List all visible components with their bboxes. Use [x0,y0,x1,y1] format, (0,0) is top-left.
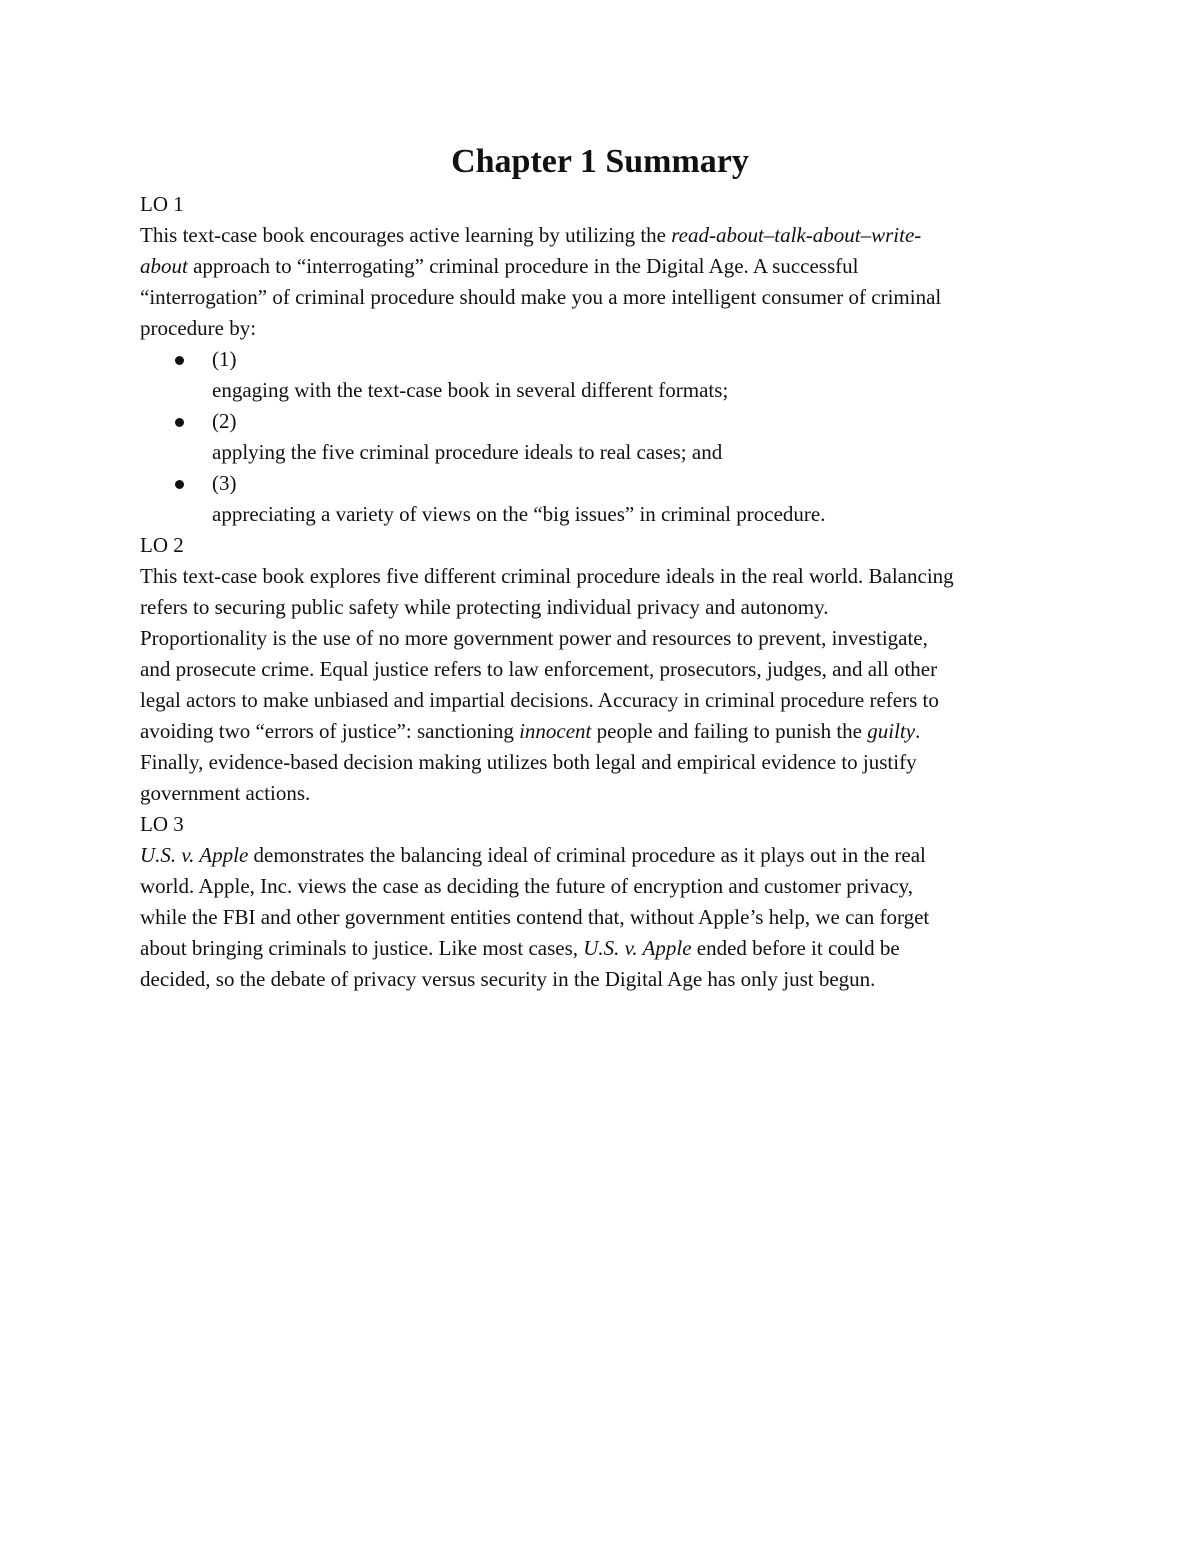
lo1-paragraph-line [140,251,1080,282]
italic-text-run: U.S. v. Apple [140,843,249,867]
italic-text-run: read-about–talk-about–write- [671,223,922,247]
list-item-text: applying the five criminal procedure ideals to real cases; and [212,440,723,464]
lo3-paragraph-line: world. Apple, Inc. views the case as deciding the future of encryption and customer privacy, [140,874,914,898]
list-item-text: appreciating a variety of views on the “big issues” in criminal procedure. [212,502,826,526]
list-item-number: (2) [212,409,237,433]
lo1-paragraph-line: “interrogation” of criminal procedure should make you a more intelligent consumer of criminal [140,285,942,309]
italic-text-run: U.S. v. Apple [583,936,692,960]
list-item [140,406,1080,437]
list-item [140,468,1080,499]
text-run: about bringing criminals to justice. Like most cases, [140,936,584,960]
lo2-paragraph-line: Proportionality is the use of no more government power and resources to prevent, investigate, [140,626,928,650]
lo3-paragraph-line [140,840,1080,871]
lo1-paragraph-line: procedure by: [140,316,257,340]
lo2-paragraph-line: Finally, evidence-based decision making utilizes both legal and empirical evidence to justify [140,750,917,774]
lo2-paragraph-line [140,716,1080,747]
lo2-heading: LO 2 [140,533,184,557]
text-run: ended before it could be [691,936,900,960]
bullet-icon [175,356,184,365]
lo2-paragraph-line: legal actors to make unbiased and impartial decisions. Accuracy in criminal procedure refers to [140,688,939,712]
text-run: people and failing to punish the [591,719,868,743]
document-body [140,189,1080,995]
lo3-paragraph-line: decided, so the debate of privacy versus security in the Digital Age has only just begun. [140,967,876,991]
italic-text-run: guilty [867,719,916,743]
text-run: This text-case book encourages active learning by utilizing the [140,223,672,247]
list-item-text: engaging with the text-case book in several different formats; [212,378,729,402]
bullet-icon [175,480,184,489]
list-item [140,344,1080,375]
text-run: approach to “interrogating” criminal procedure in the Digital Age. A successful [187,254,859,278]
lo2-paragraph-line: refers to securing public safety while protecting individual privacy and autonomy. [140,595,829,619]
lo2-paragraph-line: and prosecute crime. Equal justice refers to law enforcement, prosecutors, judges, and all other [140,657,938,681]
text-run: . [915,719,921,743]
text-run: demonstrates the balancing ideal of criminal procedure as it plays out in the real [248,843,926,867]
lo1-heading: LO 1 [140,192,184,216]
italic-text-run: about [140,254,188,278]
text-run: avoiding two “errors of justice”: sanctioning [140,719,520,743]
bullet-icon [175,418,184,427]
list-item-number: (1) [212,347,237,371]
lo1-paragraph-line [140,220,1080,251]
page-title: Chapter 1 Summary [451,143,749,180]
italic-text-run: innocent [519,719,592,743]
lo3-paragraph-line: while the FBI and other government entities contend that, without Apple’s help, we can forget [140,905,930,929]
lo3-paragraph-line [140,933,1080,964]
lo2-paragraph-line: government actions. [140,781,311,805]
lo3-heading: LO 3 [140,812,184,836]
list-item-number: (3) [212,471,237,495]
lo2-paragraph-line: This text-case book explores five different criminal procedure ideals in the real world. Balancing [140,564,954,588]
